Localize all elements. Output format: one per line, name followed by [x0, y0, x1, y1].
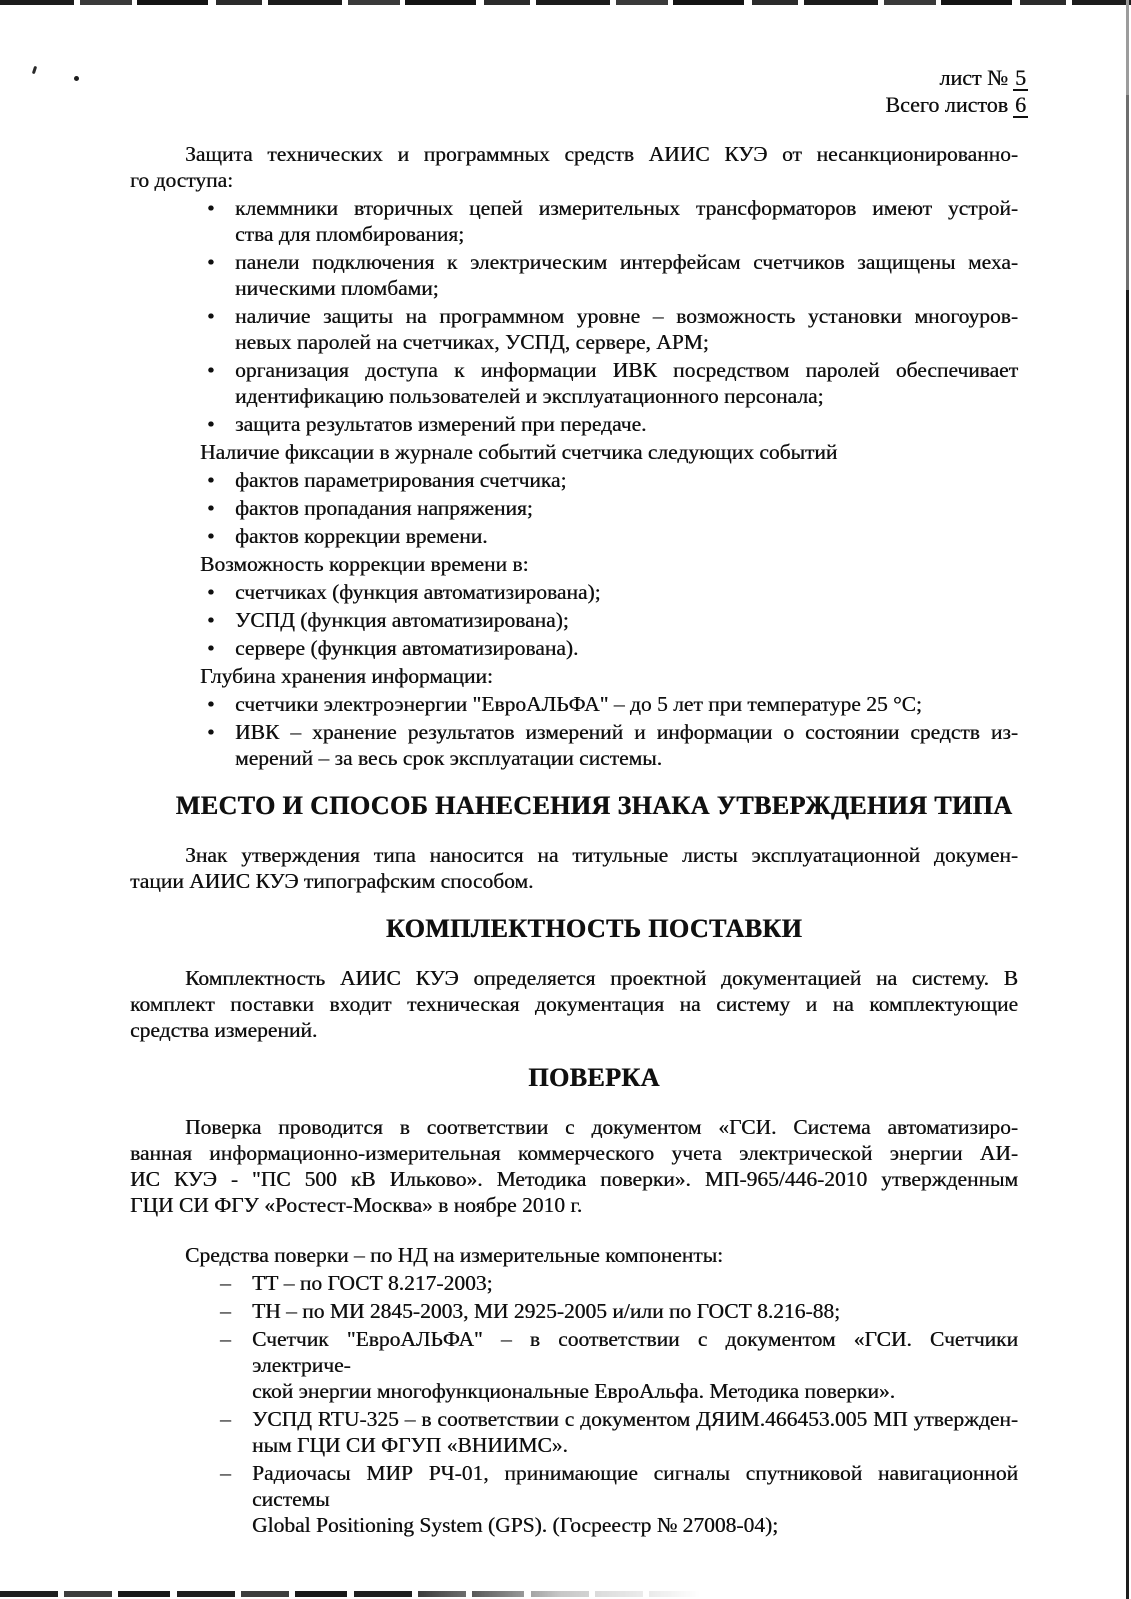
- scan-edge-right: [1126, 0, 1129, 1599]
- text-line: Знак утверждения типа наносится на титульные листы эксплуатационной докумен-: [185, 843, 1018, 867]
- bullet-item: [130, 195, 1018, 247]
- bullet-item: [130, 249, 1018, 301]
- text-line: ской энергии многофункциональные ЕвроАльфа. Методика поверки».: [252, 1379, 895, 1403]
- item-text: [235, 303, 1018, 355]
- item-text: [235, 195, 1018, 247]
- text-line: Global Positioning System (GPS). (Госреестр № 27008-04);: [252, 1513, 779, 1537]
- dash-item: [130, 1460, 1018, 1538]
- bullet-item: [130, 303, 1018, 355]
- item-text: [252, 1270, 1018, 1296]
- text-line: УСПД (функция автоматизирована);: [235, 608, 569, 632]
- text-line: ТТ – по ГОСТ 8.217-2003;: [252, 1271, 493, 1295]
- bullet-marker: •: [207, 250, 215, 274]
- text-line: ПОВЕРКА: [528, 1063, 660, 1092]
- sheet-info: [885, 64, 1028, 118]
- text-line: Комплектность АИИС КУЭ определяется проектной документацией на систему. В: [185, 966, 1018, 990]
- text-line: тации АИИС КУЭ типографским способом.: [130, 869, 534, 893]
- ink-speck: [74, 76, 79, 81]
- text-line: ническими пломбами;: [235, 276, 439, 300]
- bullet-item: [130, 523, 1018, 549]
- paragraph: [130, 141, 1018, 193]
- bullet-marker: •: [207, 580, 215, 604]
- text-line: ИС КУЭ - "ПС 500 кВ Ильково». Методика поверки». МП-965/446-2010 утвержденным: [130, 1167, 1018, 1191]
- list-intro-line: [130, 439, 1018, 465]
- total-sheets-value: 6: [1015, 92, 1026, 117]
- section-heading: [130, 790, 1018, 822]
- text-line: ным ГЦИ СИ ФГУП «ВНИИМС».: [252, 1433, 568, 1457]
- dash-item: [130, 1406, 1018, 1458]
- dash-item: [130, 1326, 1018, 1404]
- item-text: [235, 579, 1018, 605]
- item-text: [252, 1460, 1018, 1538]
- scan-edge-top: [0, 0, 1131, 5]
- text-line: Наличие фиксации в журнале событий счетчика следующих событий: [200, 440, 838, 464]
- item-text: [235, 357, 1018, 409]
- text-line: КОМПЛЕКТНОСТЬ ПОСТАВКИ: [385, 914, 803, 943]
- text-line: ванная информационно-измерительная коммерческого учета электрической энергии АИ-: [130, 1141, 1018, 1165]
- document-body: [130, 141, 1018, 1540]
- text-line: невых паролей на счетчиках, УСПД, сервере, АРМ;: [235, 330, 709, 354]
- text-line: Радиочасы МИР РЧ-01, принимающие сигналы спутниковой навигационной системы: [252, 1461, 1018, 1511]
- item-text: [235, 495, 1018, 521]
- item-text: [252, 1298, 1018, 1324]
- text-line: панели подключения к электрическим интерфейсам счетчиков защищены меха-: [235, 250, 1018, 274]
- text-line: наличие защиты на программном уровне – возможность установки многоуров-: [235, 304, 1018, 328]
- bullet-item: [130, 607, 1018, 633]
- item-text: [235, 607, 1018, 633]
- bullet-item: [130, 719, 1018, 771]
- bullet-marker: •: [207, 720, 215, 744]
- dash-marker: –: [220, 1299, 231, 1323]
- sheet-number-label: лист №: [939, 65, 1008, 90]
- text-line: сервере (функция автоматизирована).: [235, 636, 579, 660]
- text-line: счетчики электроэнергии "ЕвроАЛЬФА" – до 5 лет при температуре 25 °С;: [235, 692, 922, 716]
- item-text: [235, 719, 1018, 771]
- item-text: [252, 1326, 1018, 1404]
- text-line: фактов пропадания напряжения;: [235, 496, 533, 520]
- bullet-item: [130, 495, 1018, 521]
- text-line: ТН – по МИ 2845-2003, МИ 2925-2005 и/или по ГОСТ 8.216-88;: [252, 1299, 841, 1323]
- text-line: Возможность коррекции времени в:: [200, 552, 529, 576]
- text-line: клеммники вторичных цепей измерительных трансформаторов имеют устрой-: [235, 196, 1018, 220]
- text-line: Глубина хранения информации:: [200, 664, 493, 688]
- dash-marker: –: [220, 1327, 231, 1351]
- bullet-marker: •: [207, 608, 215, 632]
- item-text: [235, 635, 1018, 661]
- bullet-item: [130, 467, 1018, 493]
- text-line: УСПД RTU-325 – в соответствии с документом ДЯИМ.466453.005 МП утвержден-: [252, 1407, 1018, 1431]
- bullet-marker: •: [207, 496, 215, 520]
- sheet-number-line: [885, 64, 1028, 91]
- text-line: ства для пломбирования;: [235, 222, 465, 246]
- list-intro-line: [130, 551, 1018, 577]
- bullet-marker: •: [207, 468, 215, 492]
- section-heading: [130, 1062, 1018, 1094]
- bullet-item: [130, 635, 1018, 661]
- dash-marker: –: [220, 1407, 231, 1431]
- bullet-marker: •: [207, 412, 215, 436]
- paragraph: [130, 965, 1018, 1043]
- item-text: [235, 691, 1018, 717]
- text-line: Поверка проводится в соответствии с документом «ГСИ. Система автоматизиро-: [185, 1115, 1018, 1139]
- text-line: идентификацию пользователей и эксплуатационного персонала;: [235, 384, 824, 408]
- paragraph: [130, 842, 1018, 894]
- item-text: [235, 523, 1018, 549]
- bullet-marker: •: [207, 196, 215, 220]
- paragraph: [130, 1114, 1018, 1218]
- dash-item: [130, 1298, 1018, 1324]
- bullet-item: [130, 357, 1018, 409]
- text-line: го доступа:: [130, 168, 234, 192]
- bullet-marker: •: [207, 692, 215, 716]
- bullet-marker: •: [207, 304, 215, 328]
- ink-speck: [32, 66, 37, 75]
- dash-marker: –: [220, 1461, 231, 1485]
- total-sheets-label: Всего листов: [885, 92, 1008, 117]
- sheet-number-value: 5: [1015, 65, 1026, 90]
- text-line: МЕСТО И СПОСОБ НАНЕСЕНИЯ ЗНАКА УТВЕРЖДЕНИЯ ТИПА: [175, 791, 1013, 820]
- text-line: организация доступа к информации ИВК посредством паролей обеспечивает: [235, 358, 1018, 382]
- text-line: Счетчик "ЕвроАЛЬФА" – в соответствии с документом «ГСИ. Счетчики электриче-: [252, 1327, 1018, 1377]
- text-line: ГЦИ СИ ФГУ «Ростест-Москва» в ноябре 2010 г.: [130, 1193, 583, 1217]
- text-line: мерений – за весь срок эксплуатации системы.: [235, 746, 662, 770]
- dash-marker: –: [220, 1271, 231, 1295]
- dash-item: [130, 1270, 1018, 1296]
- text-line: Средства поверки – по НД на измерительные компоненты:: [185, 1243, 724, 1267]
- bullet-item: [130, 579, 1018, 605]
- list-intro-line: [130, 663, 1018, 689]
- text-line: комплект поставки входит техническая документация на систему и на комплектующие: [130, 992, 1018, 1016]
- text-line: средства измерений.: [130, 1018, 318, 1042]
- bullet-marker: •: [207, 636, 215, 660]
- text-line: фактов параметрирования счетчика;: [235, 468, 567, 492]
- item-text: [235, 411, 1018, 437]
- text-line: фактов коррекции времени.: [235, 524, 488, 548]
- item-text: [252, 1406, 1018, 1458]
- section-heading: [130, 913, 1018, 945]
- item-text: [235, 249, 1018, 301]
- scan-edge-bottom: [0, 1591, 700, 1597]
- text-line: защита результатов измерений при передаче.: [235, 412, 647, 436]
- text-line: счетчиках (функция автоматизирована);: [235, 580, 601, 604]
- paragraph: [130, 1242, 1018, 1268]
- bullet-item: [130, 411, 1018, 437]
- bullet-item: [130, 691, 1018, 717]
- bullet-marker: •: [207, 524, 215, 548]
- item-text: [235, 467, 1018, 493]
- bullet-marker: •: [207, 358, 215, 382]
- text-line: ИВК – хранение результатов измерений и информации о состоянии средств из-: [235, 720, 1018, 744]
- text-line: Защита технических и программных средств АИИС КУЭ от несанкционированно-: [185, 142, 1018, 166]
- total-sheets-line: [885, 91, 1028, 118]
